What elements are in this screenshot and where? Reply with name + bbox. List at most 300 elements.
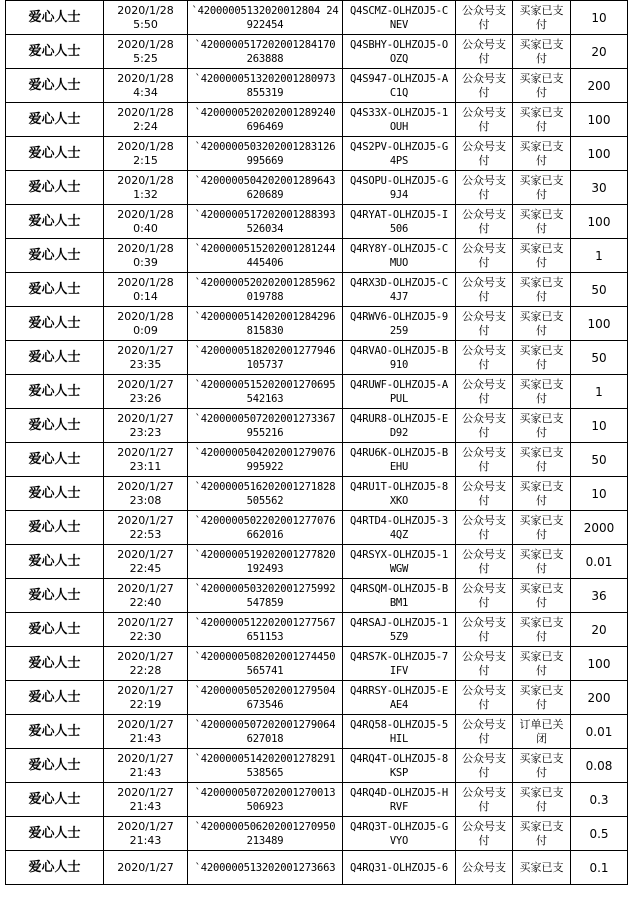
order-status-cell	[513, 273, 571, 307]
datetime-date-text: 2020/1/27	[117, 615, 174, 629]
donor-name-name-text: 爱心人士	[28, 281, 81, 297]
order-status-status-text: 买家已支	[519, 513, 564, 527]
datetime-date-text: 2020/1/27	[117, 513, 174, 527]
amount-amount-text: 100	[587, 112, 611, 127]
payment-channel-cell	[456, 681, 513, 715]
datetime-date-text: 2020/1/28	[117, 241, 174, 255]
payment-channel-channel-text: 付	[478, 697, 490, 711]
order-status-status-text: 付	[536, 255, 547, 269]
transaction-id-txn-text: 105737	[246, 358, 284, 371]
order-status-status-text: 付	[536, 85, 547, 99]
order-status-status-text: 买家已支	[519, 3, 564, 17]
payment-channel-channel-text: 公众号支	[462, 309, 506, 323]
amount-cell	[571, 137, 628, 171]
order-id-order-text: Q4RU1T-OLHZOJ5-8	[350, 480, 448, 493]
order-status-cell	[513, 579, 571, 613]
order-status-cell	[513, 103, 571, 137]
datetime-date-text: 2020/1/27	[117, 649, 174, 663]
table-row	[6, 69, 628, 103]
transaction-id-txn-text: `4200000512202001277567	[194, 616, 336, 629]
datetime-cell	[104, 477, 188, 511]
amount-amount-text: 1	[595, 384, 603, 399]
order-status-status-text: 买家已支	[519, 683, 564, 697]
donor-name-cell	[6, 1, 104, 35]
transaction-id-txn-text: 995669	[246, 154, 284, 167]
donor-name-name-text: 爱心人士	[28, 689, 81, 705]
order-status-status-text: 付	[536, 153, 547, 167]
datetime-time-text: 22:53	[129, 527, 162, 541]
datetime-time-text: 22:28	[129, 663, 162, 677]
datetime-date-text: 2020/1/27	[117, 683, 174, 697]
donor-name-cell	[6, 545, 104, 579]
order-id-cell	[343, 171, 456, 205]
payment-channel-cell	[456, 171, 513, 205]
donor-name-cell	[6, 851, 104, 885]
table-row	[6, 1, 628, 35]
payment-channel-channel-text: 公众号支	[462, 3, 506, 17]
order-status-cell	[513, 35, 571, 69]
donor-name-name-text: 爱心人士	[28, 383, 81, 399]
donor-name-cell	[6, 647, 104, 681]
donor-name-name-text: 爱心人士	[28, 349, 81, 365]
amount-cell	[571, 1, 628, 35]
transaction-id-cell	[188, 443, 343, 477]
table-row	[6, 851, 628, 885]
order-id-order-text: HIL	[389, 732, 409, 745]
payment-channel-channel-text: 付	[478, 629, 490, 643]
transaction-id-txn-text: 815830	[246, 324, 284, 337]
payment-channel-cell	[456, 341, 513, 375]
order-status-status-text: 付	[536, 595, 547, 609]
order-id-cell	[343, 239, 456, 273]
table-row	[6, 307, 628, 341]
donation-records-table	[5, 0, 628, 885]
order-status-status-text: 付	[536, 629, 547, 643]
order-status-cell	[513, 205, 571, 239]
payment-channel-cell	[456, 783, 513, 817]
transaction-id-txn-text: `4200000506202001270950	[194, 820, 336, 833]
amount-amount-text: 100	[587, 214, 611, 229]
payment-channel-channel-text: 公众号支	[462, 411, 506, 425]
payment-channel-cell	[456, 137, 513, 171]
donor-name-name-text: 爱心人士	[28, 145, 81, 161]
order-id-order-text: Q4SOPU-OLHZOJ5-G	[350, 174, 448, 187]
transaction-id-txn-text: 192493	[246, 562, 284, 575]
payment-channel-channel-text: 公众号支	[462, 343, 506, 357]
donor-name-cell	[6, 137, 104, 171]
amount-cell	[571, 171, 628, 205]
order-status-status-text: 买家已支	[519, 275, 564, 289]
payment-channel-cell	[456, 103, 513, 137]
payment-channel-channel-text: 付	[478, 221, 490, 235]
amount-amount-text: 50	[591, 452, 607, 467]
datetime-date-text: 2020/1/28	[117, 275, 174, 289]
order-status-status-text: 买家已支	[519, 411, 564, 425]
transaction-id-txn-text: `4200000516202001271828	[194, 480, 336, 493]
donor-name-cell	[6, 103, 104, 137]
order-id-cell	[343, 545, 456, 579]
transaction-id-txn-text: 019788	[246, 290, 284, 303]
datetime-time-text: 21:43	[129, 833, 162, 847]
order-id-order-text: XKO	[389, 494, 409, 507]
order-status-status-text: 买家已支	[519, 309, 564, 323]
table-row	[6, 103, 628, 137]
donor-name-cell	[6, 477, 104, 511]
donor-name-cell	[6, 409, 104, 443]
payment-channel-channel-text: 付	[478, 17, 490, 31]
amount-cell	[571, 103, 628, 137]
order-id-order-text: EHU	[389, 460, 409, 473]
transaction-id-txn-text: `4200000517202001288393	[194, 208, 336, 221]
datetime-cell	[104, 1, 188, 35]
donor-name-name-text: 爱心人士	[28, 519, 81, 535]
datetime-time-text: 23:35	[129, 357, 162, 371]
donor-name-cell	[6, 273, 104, 307]
order-id-cell	[343, 1, 456, 35]
order-id-cell	[343, 137, 456, 171]
order-id-order-text: Q4RU6K-OLHZOJ5-B	[350, 446, 448, 459]
datetime-cell	[104, 341, 188, 375]
donor-name-cell	[6, 715, 104, 749]
order-id-order-text: Q4RS7K-OLHZOJ5-7	[350, 650, 448, 663]
datetime-time-text: 22:45	[129, 561, 162, 575]
order-status-cell	[513, 681, 571, 715]
donor-name-cell	[6, 341, 104, 375]
order-id-cell	[343, 817, 456, 851]
transaction-id-txn-text: `4200000502202001277076	[194, 514, 336, 527]
donor-name-cell	[6, 239, 104, 273]
amount-amount-text: 10	[591, 418, 607, 433]
amount-cell	[571, 715, 628, 749]
transaction-id-txn-text: `4200000514202001284296	[194, 310, 336, 323]
payment-channel-channel-text: 付	[478, 51, 490, 65]
order-id-order-text: Q4SBHY-OLHZOJ5-O	[350, 38, 448, 51]
datetime-time-text: 1:32	[133, 187, 158, 201]
payment-channel-channel-text: 公众号支	[462, 649, 506, 663]
order-status-cell	[513, 613, 571, 647]
order-status-status-text: 付	[536, 493, 547, 507]
transaction-id-txn-text: 547859	[246, 596, 284, 609]
amount-cell	[571, 409, 628, 443]
transaction-id-txn-text: `4200000505202001279504	[194, 684, 336, 697]
datetime-date-text: 2020/1/27	[117, 819, 174, 833]
table-row	[6, 171, 628, 205]
donor-name-cell	[6, 681, 104, 715]
table-row	[6, 783, 628, 817]
payment-channel-cell	[456, 409, 513, 443]
transaction-id-cell	[188, 715, 343, 749]
payment-channel-cell	[456, 443, 513, 477]
table-row	[6, 613, 628, 647]
datetime-date-text: 2020/1/28	[117, 207, 174, 221]
order-status-cell	[513, 409, 571, 443]
amount-cell	[571, 35, 628, 69]
table-row	[6, 817, 628, 851]
payment-channel-channel-text: 付	[478, 187, 490, 201]
order-status-status-text: 买家已支	[519, 581, 564, 595]
order-id-order-text: Q4S947-OLHZOJ5-A	[350, 72, 448, 85]
amount-amount-text: 0.5	[589, 826, 609, 841]
datetime-date-text: 2020/1/27	[117, 343, 174, 357]
datetime-cell	[104, 749, 188, 783]
transaction-id-cell	[188, 35, 343, 69]
order-status-status-text: 付	[536, 289, 547, 303]
order-status-status-text: 买家已支	[519, 615, 564, 629]
transaction-id-cell	[188, 273, 343, 307]
order-id-cell	[343, 647, 456, 681]
order-status-status-text: 买家已支	[519, 37, 564, 51]
transaction-id-txn-text: `4200000518202001277946	[194, 344, 336, 357]
transaction-id-txn-text: `4200000520202001285962	[194, 276, 336, 289]
transaction-id-txn-text: `4200000515202001270695	[194, 378, 336, 391]
table-row	[6, 545, 628, 579]
payment-channel-channel-text: 付	[478, 765, 490, 779]
payment-channel-channel-text: 公众号支	[462, 581, 506, 595]
payment-channel-cell	[456, 477, 513, 511]
order-id-order-text: RVF	[389, 800, 409, 813]
payment-channel-channel-text: 付	[478, 663, 490, 677]
order-id-cell	[343, 35, 456, 69]
order-status-status-text: 付	[536, 17, 547, 31]
donor-name-name-text: 爱心人士	[28, 757, 81, 773]
datetime-cell	[104, 307, 188, 341]
order-id-cell	[343, 205, 456, 239]
donor-name-cell	[6, 375, 104, 409]
order-id-cell	[343, 307, 456, 341]
order-id-order-text: WGW	[389, 562, 409, 575]
amount-amount-text: 20	[591, 622, 607, 637]
table-row	[6, 273, 628, 307]
order-status-status-text: 付	[536, 51, 547, 65]
amount-amount-text: 10	[591, 486, 607, 501]
order-id-order-text: 910	[389, 358, 409, 371]
order-status-status-text: 买家已支	[519, 649, 564, 663]
payment-channel-channel-text: 公众号支	[462, 377, 506, 391]
transaction-id-cell	[188, 341, 343, 375]
order-id-order-text: MUO	[389, 256, 409, 269]
amount-cell	[571, 681, 628, 715]
order-id-order-text: Q4RUR8-OLHZOJ5-E	[350, 412, 448, 425]
order-status-cell	[513, 1, 571, 35]
payment-channel-channel-text: 付	[478, 153, 490, 167]
payment-channel-channel-text: 付	[478, 255, 490, 269]
datetime-time-text: 5:50	[133, 17, 158, 31]
datetime-time-text: 21:43	[129, 731, 162, 745]
datetime-time-text: 0:40	[133, 221, 158, 235]
transaction-id-cell	[188, 239, 343, 273]
order-status-status-text: 付	[536, 391, 547, 405]
datetime-time-text: 2:24	[133, 119, 158, 133]
datetime-date-text: 2020/1/28	[117, 37, 174, 51]
payment-channel-cell	[456, 69, 513, 103]
order-id-order-text: PUL	[389, 392, 409, 405]
order-status-status-text: 买家已支	[519, 71, 564, 85]
datetime-cell	[104, 579, 188, 613]
payment-channel-cell	[456, 851, 513, 885]
order-status-cell	[513, 647, 571, 681]
transaction-id-txn-text: `4200000515202001281244	[194, 242, 336, 255]
order-id-order-text: Q4RSQM-OLHZOJ5-B	[350, 582, 448, 595]
datetime-date-text: 2020/1/27	[117, 717, 174, 731]
datetime-cell	[104, 613, 188, 647]
transaction-id-txn-text: 651153	[246, 630, 284, 643]
order-status-cell	[513, 851, 571, 885]
payment-channel-channel-text: 公众号支	[462, 445, 506, 459]
payment-channel-channel-text: 公众号支	[462, 513, 506, 527]
transaction-id-cell	[188, 817, 343, 851]
transaction-id-txn-text: 263888	[246, 52, 284, 65]
donor-name-name-text: 爱心人士	[28, 213, 81, 229]
transaction-id-cell	[188, 307, 343, 341]
datetime-cell	[104, 35, 188, 69]
datetime-date-text: 2020/1/28	[117, 105, 174, 119]
order-status-status-text: 买家已支	[519, 241, 564, 255]
payment-channel-cell	[456, 579, 513, 613]
transaction-id-txn-text: `4200000517202001284170	[194, 38, 336, 51]
donor-name-name-text: 爱心人士	[28, 9, 81, 25]
transaction-id-txn-text: `4200000503202001275992	[194, 582, 336, 595]
payment-channel-channel-text: 公众号支	[462, 547, 506, 561]
order-status-status-text: 付	[536, 357, 547, 371]
payment-channel-cell	[456, 715, 513, 749]
order-status-cell	[513, 341, 571, 375]
transaction-id-txn-text: 506923	[246, 800, 284, 813]
datetime-cell	[104, 273, 188, 307]
amount-cell	[571, 851, 628, 885]
datetime-date-text: 2020/1/28	[117, 139, 174, 153]
donor-name-cell	[6, 511, 104, 545]
donor-name-cell	[6, 749, 104, 783]
order-status-status-text: 闭	[536, 731, 547, 745]
order-id-cell	[343, 443, 456, 477]
amount-cell	[571, 613, 628, 647]
order-status-status-text: 付	[536, 459, 547, 473]
transaction-id-cell	[188, 205, 343, 239]
payment-channel-channel-text: 付	[478, 289, 490, 303]
transaction-id-txn-text: `4200000514202001278291	[194, 752, 336, 765]
order-id-cell	[343, 341, 456, 375]
order-status-status-text: 付	[536, 221, 547, 235]
payment-channel-channel-text: 公众号支	[462, 207, 506, 221]
payment-channel-channel-text: 公众号支	[462, 139, 506, 153]
order-id-order-text: Q4RSYX-OLHZOJ5-1	[350, 548, 448, 561]
table-row	[6, 715, 628, 749]
datetime-cell	[104, 817, 188, 851]
table-row	[6, 443, 628, 477]
datetime-cell	[104, 239, 188, 273]
donor-name-name-text: 爱心人士	[28, 451, 81, 467]
amount-amount-text: 200	[587, 78, 611, 93]
transaction-id-txn-text: `4200000513202001273663	[194, 861, 336, 874]
order-status-status-text: 买家已支	[519, 819, 564, 833]
order-id-order-text: Q4RQ31-OLHZOJ5-6	[350, 861, 448, 874]
order-status-status-text: 付	[536, 799, 547, 813]
payment-channel-cell	[456, 239, 513, 273]
transaction-id-cell	[188, 681, 343, 715]
donor-name-name-text: 爱心人士	[28, 485, 81, 501]
donor-name-name-text: 爱心人士	[28, 859, 81, 875]
amount-amount-text: 0.1	[589, 860, 609, 875]
order-id-order-text: Q4RX3D-OLHZOJ5-C	[350, 276, 448, 289]
donor-name-cell	[6, 205, 104, 239]
payment-channel-cell	[456, 817, 513, 851]
order-status-status-text: 订单已关	[519, 717, 564, 731]
amount-cell	[571, 443, 628, 477]
order-id-cell	[343, 579, 456, 613]
datetime-time-text: 22:30	[129, 629, 162, 643]
payment-channel-channel-text: 公众号支	[462, 683, 506, 697]
order-id-order-text: Q4RTD4-OLHZOJ5-3	[350, 514, 448, 527]
payment-channel-cell	[456, 1, 513, 35]
donor-name-name-text: 爱心人士	[28, 43, 81, 59]
amount-cell	[571, 783, 628, 817]
payment-channel-cell	[456, 613, 513, 647]
datetime-time-text: 22:19	[129, 697, 162, 711]
datetime-cell	[104, 69, 188, 103]
amount-amount-text: 0.01	[585, 554, 613, 569]
order-status-status-text: 付	[536, 561, 547, 575]
order-id-order-text: Q4RQ4D-OLHZOJ5-H	[350, 786, 448, 799]
datetime-cell	[104, 851, 188, 885]
payment-channel-channel-text: 付	[478, 833, 490, 847]
amount-amount-text: 100	[587, 146, 611, 161]
order-id-order-text: Q4RWV6-OLHZOJ5-9	[350, 310, 448, 323]
donor-name-name-text: 爱心人士	[28, 553, 81, 569]
payment-channel-channel-text: 公众号支	[462, 717, 506, 731]
transaction-id-txn-text: 922454	[246, 18, 284, 31]
order-id-order-text: NEV	[389, 18, 409, 31]
transaction-id-txn-text: 995922	[246, 460, 284, 473]
transaction-id-cell	[188, 171, 343, 205]
order-id-order-text: BM1	[389, 596, 409, 609]
amount-cell	[571, 647, 628, 681]
transaction-id-cell	[188, 69, 343, 103]
order-id-cell	[343, 681, 456, 715]
datetime-date-text: 2020/1/27	[117, 547, 174, 561]
order-status-cell	[513, 239, 571, 273]
amount-cell	[571, 579, 628, 613]
payment-channel-channel-text: 付	[478, 595, 490, 609]
datetime-cell	[104, 783, 188, 817]
payment-channel-channel-text: 公众号支	[462, 241, 506, 255]
datetime-cell	[104, 443, 188, 477]
payment-channel-cell	[456, 545, 513, 579]
table-row	[6, 341, 628, 375]
transaction-id-txn-text: `42000005132020012804 24	[191, 4, 339, 17]
datetime-time-text: 23:26	[129, 391, 162, 405]
order-id-order-text: IFV	[389, 664, 409, 677]
transaction-id-cell	[188, 137, 343, 171]
amount-amount-text: 0.3	[589, 792, 609, 807]
donor-name-name-text: 爱心人士	[28, 77, 81, 93]
datetime-cell	[104, 715, 188, 749]
payment-channel-cell	[456, 35, 513, 69]
order-status-cell	[513, 477, 571, 511]
amount-amount-text: 100	[587, 316, 611, 331]
donor-name-cell	[6, 171, 104, 205]
datetime-time-text: 0:09	[133, 323, 158, 337]
payment-channel-channel-text: 付	[478, 561, 490, 575]
order-id-cell	[343, 613, 456, 647]
transaction-id-txn-text: 620689	[246, 188, 284, 201]
donor-name-cell	[6, 817, 104, 851]
payment-channel-cell	[456, 273, 513, 307]
datetime-time-text: 23:11	[129, 459, 162, 473]
order-status-cell	[513, 783, 571, 817]
order-status-status-text: 买家已支	[519, 105, 564, 119]
amount-cell	[571, 375, 628, 409]
order-id-order-text: OUH	[389, 120, 409, 133]
